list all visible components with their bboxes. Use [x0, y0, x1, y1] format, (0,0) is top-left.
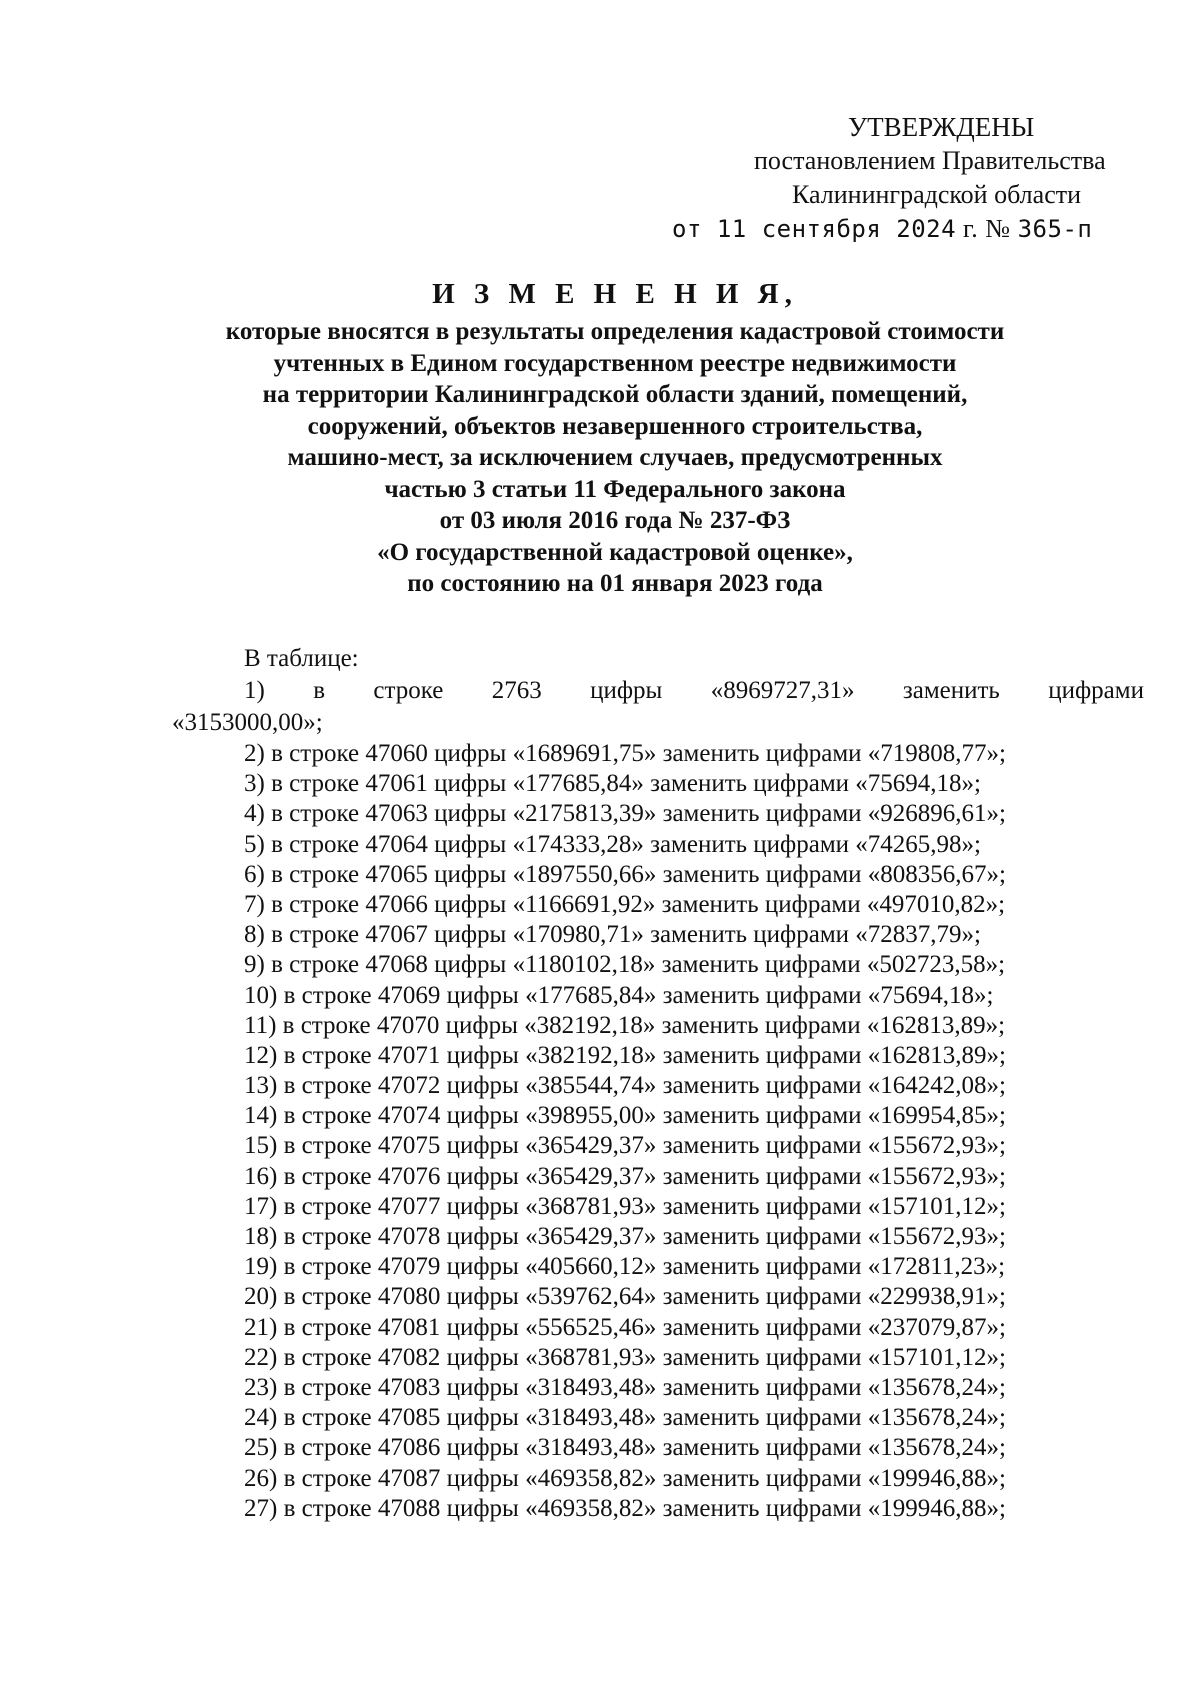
approval-title: УТВЕРЖДЕНЫ — [848, 112, 1035, 142]
change-item: 21) в строке 47081 цифры «556525,46» заменить цифрами «237079,87»; — [244, 1313, 1006, 1341]
approval-stamp — [600, 110, 1140, 246]
change-item: 23) в строке 47083 цифры «318493,48» заменить цифрами «135678,24»; — [244, 1373, 1006, 1401]
item1-word: 2763 — [491, 677, 542, 704]
change-item: 18) в строке 47078 цифры «365429,37» заменить цифрами «155672,93»; — [244, 1223, 1006, 1250]
change-item: 25) в строке 47086 цифры «318493,48» заменить цифрами «135678,24»; — [244, 1434, 1006, 1462]
item1-word: 1) — [244, 677, 265, 704]
approval-number-label: г. № — [956, 214, 1018, 243]
change-item: 27) в строке 47088 цифры «469358,82» заменить цифрами «199946,88»; — [244, 1494, 1006, 1522]
change-item: 12) в строке 47071 цифры «382192,18» заменить цифрами «162813,89»; — [244, 1041, 1006, 1069]
change-items-list — [172, 739, 1144, 1524]
title-line: которые вносятся в результаты определения кадастровой стоимости — [225, 318, 1005, 345]
change-item: 19) в строке 47079 цифры «405660,12» заменить цифрами «172811,23»; — [244, 1253, 1006, 1281]
title-line: машино-мест, за исключением случаев, предусмотренных — [287, 444, 943, 471]
title-heading: И З М Е Н Е Н И Я, — [432, 278, 798, 310]
change-item: 14) в строке 47074 цифры «398955,00» заменить цифрами «169954,85»; — [244, 1102, 1006, 1130]
change-item: 10) в строке 47069 цифры «177685,84» заменить цифрами «75694,18»; — [244, 981, 994, 1009]
table-intro: В таблице: — [244, 645, 359, 672]
change-item: 15) в строке 47075 цифры «365429,37» заменить цифрами «155672,93»; — [244, 1132, 1006, 1160]
change-item: 20) в строке 47080 цифры «539762,64» заменить цифрами «229938,91»; — [244, 1283, 1006, 1311]
change-item-1-continuation: «3153000,00»; — [172, 709, 323, 736]
title-line: от 03 июля 2016 года № 237-ФЗ — [439, 507, 791, 534]
title-line: частью 3 статьи 11 Федерального закона — [384, 475, 846, 503]
title-line: «О государственной кадастровой оценке», — [377, 538, 853, 566]
change-item: 5) в строке 47064 цифры «174333,28» заменить цифрами «74265,98»; — [244, 830, 981, 858]
change-item: 13) в строке 47072 цифры «385544,74» заменить цифрами «164242,08»; — [244, 1072, 1006, 1100]
item1-word: «8969727,31» — [710, 677, 855, 704]
change-item: 22) в строке 47082 цифры «368781,93» заменить цифрами «157101,12»; — [244, 1343, 1006, 1371]
change-item: 6) в строке 47065 цифры «1897550,66» заменить цифрами «808356,67»; — [244, 860, 1006, 888]
approval-date-line — [600, 212, 1140, 246]
approval-region: Калининградской области — [792, 180, 1082, 209]
approval-authority: постановлением Правительства — [754, 146, 1106, 175]
change-item: 26) в строке 47087 цифры «469358,82» заменить цифрами «199946,88»; — [244, 1464, 1006, 1492]
item1-word: цифрами — [1048, 677, 1144, 704]
change-item: 17) в строке 47077 цифры «368781,93» заменить цифрами «157101,12»; — [244, 1192, 1006, 1220]
change-item: 2) в строке 47060 цифры «1689691,75» заменить цифрами «719808,77»; — [244, 740, 1006, 767]
title-line: на территории Калининградской области зданий, помещений, — [262, 381, 968, 408]
item1-word: цифры — [590, 677, 663, 704]
document-body — [172, 643, 1144, 1524]
approval-number: 365-п — [1017, 215, 1093, 243]
document-title — [150, 274, 1080, 600]
item1-word: заменить — [902, 677, 1000, 704]
change-item: 7) в строке 47066 цифры «1166691,92» заменить цифрами «497010,82»; — [244, 890, 1006, 918]
title-line: по состоянию на 01 января 2023 года — [407, 570, 823, 597]
change-item: 16) в строке 47076 цифры «365429,37» заменить цифрами «155672,93»; — [244, 1162, 1006, 1190]
item1-word: в — [313, 677, 326, 704]
item1-word: строке — [373, 677, 444, 704]
title-subtitle — [150, 316, 1080, 600]
change-item: 3) в строке 47061 цифры «177685,84» заменить цифрами «75694,18»; — [244, 770, 981, 798]
change-item-1 — [172, 675, 1144, 707]
title-line: учтенных в Едином государственном реестре недвижимости — [273, 349, 957, 377]
change-item: 8) в строке 47067 цифры «170980,71» заменить цифрами «72837,79»; — [244, 921, 981, 949]
change-item: 9) в строке 47068 цифры «1180102,18» заменить цифрами «502723,58»; — [244, 951, 1006, 979]
title-line: сооружений, объектов незавершенного строительства, — [307, 412, 923, 440]
change-item: 24) в строке 47085 цифры «318493,48» заменить цифрами «135678,24»; — [244, 1404, 1006, 1432]
change-item: 11) в строке 47070 цифры «382192,18» заменить цифрами «162813,89»; — [244, 1011, 1006, 1039]
approval-date: от 11 сентября 2024 — [672, 215, 957, 243]
change-item: 4) в строке 47063 цифры «2175813,39» заменить цифрами «926896,61»; — [244, 800, 1006, 828]
